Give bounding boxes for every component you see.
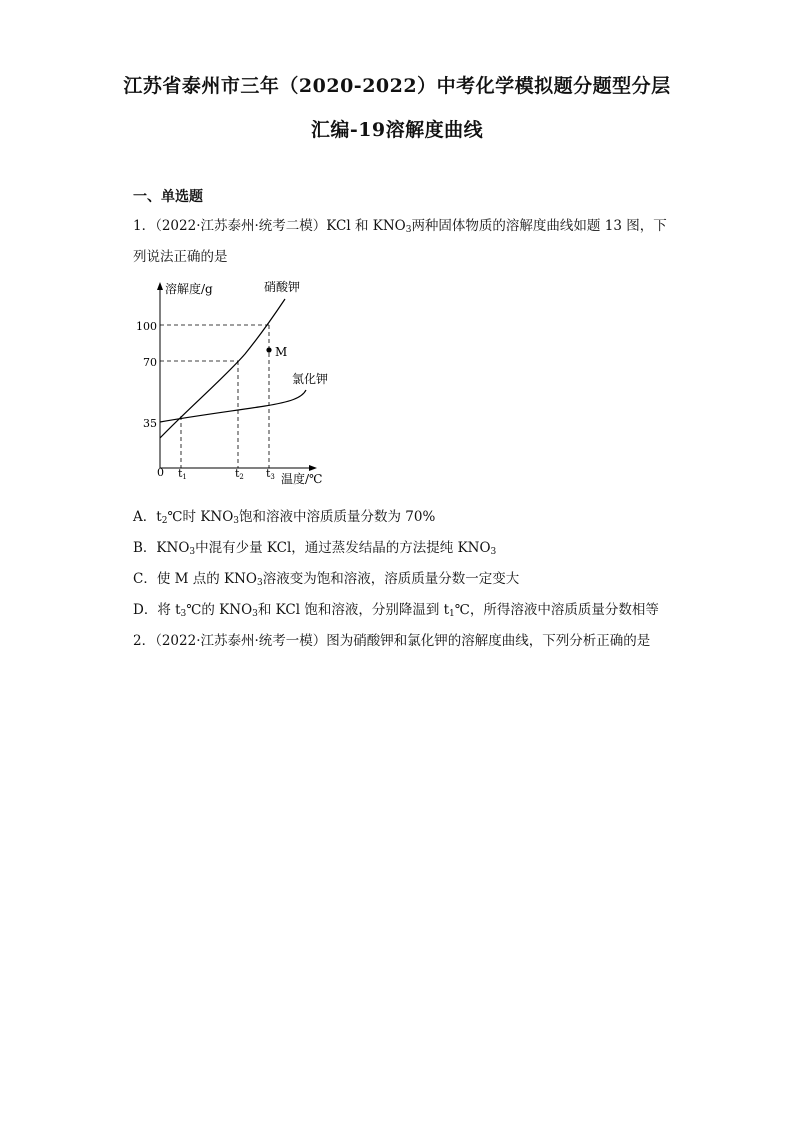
- q1-option-a: A．$t_2℃$时 $KNO_3$饱和溶液中溶质质量分数为 70%: [133, 509, 436, 526]
- q1-option-c: C．使 M 点的 $KNO_3$溶液变为饱和溶液，溶质质量分数一定变大: [133, 571, 520, 588]
- kcl-label: 氯化钾: [292, 372, 329, 386]
- solubility-curve-figure: [130, 272, 340, 492]
- q1-stem-line1: 1．（2022·江苏泰州·统考二模）KCl 和 $KNO_3$两种固体物质的溶解度曲线如题 13 图，下: [133, 218, 667, 235]
- y-axis-arrow: [157, 282, 163, 290]
- y-tick-100: 100: [136, 320, 157, 333]
- section-heading: 一、单选题: [133, 189, 203, 205]
- x-tick-t2: t2: [235, 467, 244, 481]
- document-title-line2: 汇编-19溶解度曲线: [310, 119, 484, 141]
- q2-stem: 2．（2022·江苏泰州·统考一模）图为硝酸钾和氯化钾的溶解度曲线，下列分析正确的是: [133, 633, 651, 649]
- point-m: [266, 347, 271, 352]
- x-tick-t1: t1: [178, 467, 187, 481]
- document-title-line1: 江苏省泰州市三年（2020-2022）中考化学模拟题分题型分层: [123, 75, 671, 97]
- kcl-curve: [160, 390, 306, 422]
- x-tick-t3: t3: [266, 467, 275, 481]
- q1-option-b: B．$KNO_3$中混有少量 KCl，通过蒸发结晶的方法提纯 $KNO_3$: [133, 540, 497, 557]
- kno3-curve: [160, 299, 288, 438]
- y-tick-70: 70: [143, 356, 157, 369]
- y-tick-35: 35: [143, 417, 157, 430]
- x-axis-label: 温度/℃: [281, 472, 323, 486]
- x-axis-arrow: [309, 465, 317, 471]
- kno3-label: 硝酸钾: [264, 280, 301, 294]
- q1-option-d: D．将 $t_3℃$的 $KNO_3$和 KCl 饱和溶液，分别降温到 $t_1℃$，所得溶液中溶质质量分数相等: [133, 602, 659, 619]
- point-m-label: M: [275, 345, 288, 359]
- y-axis-label: 溶解度/g: [165, 282, 213, 296]
- origin-label: 0: [157, 466, 164, 479]
- q1-stem-line2: 列说法正确的是: [133, 249, 228, 265]
